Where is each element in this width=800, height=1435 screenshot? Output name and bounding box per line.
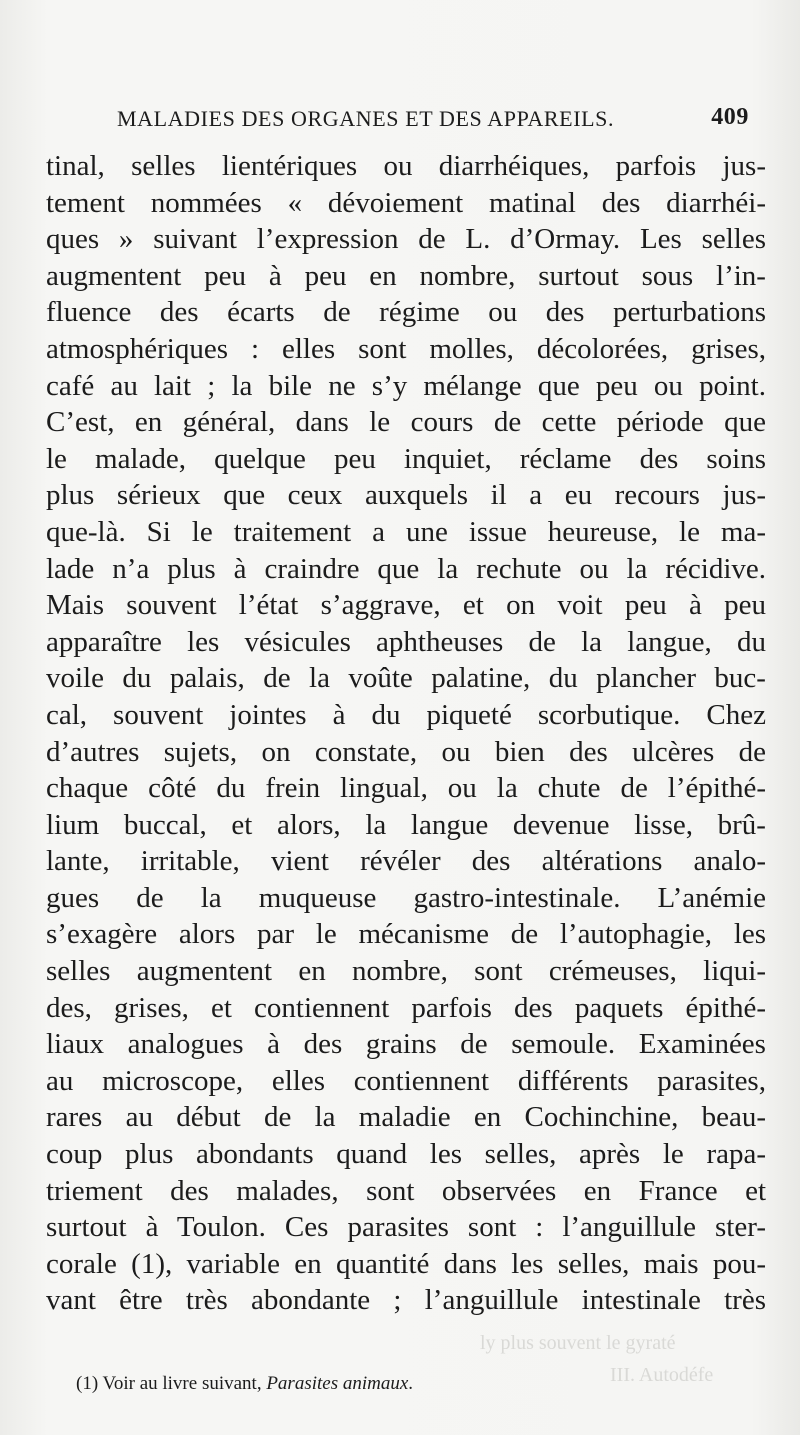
- text-line: surtout à Toulon. Ces parasites sont : l’anguillule ster-: [46, 1211, 766, 1244]
- text-line: plus sérieux que ceux auxquels il a eu recours jus-: [46, 479, 767, 512]
- text-line: tement nommées « dévoiement matinal des diarrhéi-: [46, 186, 766, 219]
- text-line: rares au début de la maladie en Cochinchine, beau-: [46, 1101, 766, 1134]
- text-line: d’autres sujets, on constate, ou bien des ulcères de: [46, 735, 767, 768]
- footnote-italic-title: Parasites animaux: [266, 1373, 409, 1394]
- text-line: chaque côté du frein lingual, ou la chute de l’épithé-: [46, 772, 767, 805]
- text-line: coup plus abondants quand les selles, après le rapa-: [46, 1138, 767, 1171]
- show-through-text: ly plus souvent le gyraté: [480, 1332, 676, 1354]
- text-line: corale (1), variable en quantité dans les selles, mais pou-: [46, 1247, 767, 1280]
- text-line: vant être très abondante ; l’anguillule intestinale très: [46, 1284, 766, 1317]
- text-line: Mais souvent l’état s’aggrave, et on voit peu à peu: [46, 589, 767, 622]
- text-line: café au lait ; la bile ne s’y mélange que peu ou point.: [46, 369, 766, 402]
- text-line: atmosphériques : elles sont molles, décolorées, grises,: [46, 332, 766, 365]
- text-line: cal, souvent jointes à du piqueté scorbutique. Chez: [46, 698, 766, 731]
- text-line: augmentent peu à peu en nombre, surtout sous l’in-: [46, 259, 766, 292]
- show-through-text: III. Autodéfe: [610, 1364, 714, 1386]
- running-head: [117, 102, 767, 136]
- text-line: triement des malades, sont observées en France et: [46, 1174, 767, 1207]
- text-line: lium buccal, et alors, la langue devenue lisse, brû-: [46, 808, 766, 841]
- text-line: tinal, selles lientériques ou diarrhéiques, parfois jus-: [46, 150, 766, 182]
- footnote-text: (1) Voir au livre suivant,: [76, 1373, 267, 1394]
- text-line: lade n’a plus à craindre que la rechute ou la récidive.: [46, 552, 767, 585]
- text-line: le malade, quelque peu inquiet, réclame des soins: [46, 442, 766, 475]
- text-line: au microscope, elles contiennent différents parasites,: [46, 1064, 766, 1097]
- page-number: 409: [711, 104, 749, 130]
- text-line: ques » suivant l’expression de L. d’Ormay. Les selles: [46, 223, 767, 256]
- text-line: voile du palais, de la voûte palatine, du plancher buc-: [46, 662, 766, 695]
- text-line: selles augmentent en nombre, sont crémeuses, liqui-: [46, 955, 766, 988]
- text-line: lante, irritable, vient révéler des altérations analo-: [46, 845, 766, 878]
- body-text: [46, 148, 766, 1319]
- text-line: des, grises, et contiennent parfois des paquets épithé-: [46, 991, 767, 1024]
- footnote-end: .: [408, 1373, 414, 1394]
- text-line: C’est, en général, dans le cours de cette période que: [46, 406, 767, 439]
- text-line: apparaître les vésicules aphtheuses de la langue, du: [46, 625, 766, 658]
- text-line: s’exagère alors par le mécanisme de l’autophagie, les: [46, 918, 767, 951]
- text-line: que-là. Si le traitement a une issue heureuse, le ma-: [46, 515, 766, 548]
- text-line: fluence des écarts de régime ou des perturbations: [46, 296, 767, 329]
- footnote: [76, 1373, 636, 1395]
- text-line: gues de la muqueuse gastro-intestinale. L’anémie: [46, 881, 766, 914]
- running-title: MALADIES DES ORGANES ET DES APPAREILS.: [117, 106, 615, 131]
- text-line: liaux analogues à des grains de semoule. Examinées: [46, 1028, 766, 1061]
